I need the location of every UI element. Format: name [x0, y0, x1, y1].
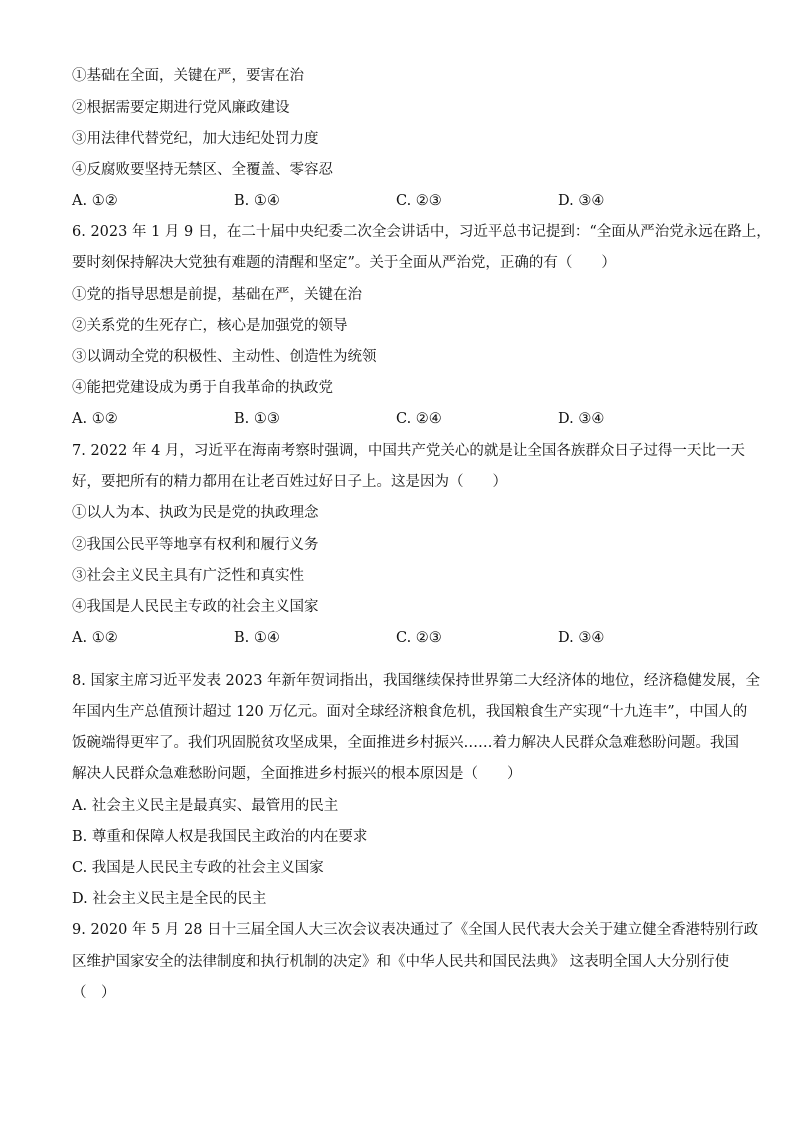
- q9-stem-line-3: （ ）: [72, 985, 116, 1001]
- q6-options: [72, 409, 712, 429]
- q5-option-c[interactable]: C. ②③: [396, 193, 442, 209]
- q9-stem-line-2: 区维护国家安全的法律制度和执行机制的决定》和《中华人民共和国民法典》 这表明全国人大分别行使: [72, 954, 730, 970]
- q5-option-d[interactable]: D. ③④: [558, 193, 605, 209]
- q6-option-c[interactable]: C. ②④: [396, 411, 442, 427]
- q6-stem-line-2: 要时刻保持解决大党独有难题的清醒和坚定”。关于全面从严治党，正确的有（ ）: [72, 255, 616, 271]
- q7-option-b[interactable]: B. ①④: [234, 630, 280, 646]
- q5-item-1: ①基础在全面，关键在严，要害在治: [72, 68, 304, 84]
- q6-item-1: ①党的指导思想是前提，基础在严，关键在治: [72, 287, 362, 303]
- q8-option-a[interactable]: A. 社会主义民主是最真实、最管用的民主: [72, 798, 339, 814]
- q8-stem-line-2: 年国内生产总值预计超过 120 万亿元。面对全球经济粮食危机，我国粮食生产实现“十九连丰”，中国人的: [72, 704, 748, 720]
- q5-option-a[interactable]: A. ①②: [72, 193, 118, 209]
- q7-option-a[interactable]: A. ①②: [72, 630, 118, 646]
- q6-option-a[interactable]: A. ①②: [72, 411, 118, 427]
- q8-option-b[interactable]: B. 尊重和保障人权是我国民主政治的内在要求: [72, 829, 368, 845]
- q7-stem-line-1: 7. 2022 年 4 月，习近平在海南考察时强调，中国共产党关心的就是让全国各族群众日子过得一天比一天: [72, 443, 745, 459]
- q7-item-3: ③社会主义民主具有广泛性和真实性: [72, 568, 304, 584]
- q6-item-2: ②关系党的生死存亡，核心是加强党的领导: [72, 318, 348, 334]
- q8-option-c[interactable]: C. 我国是人民民主专政的社会主义国家: [72, 860, 324, 876]
- q8-stem-line-3: 饭碗端得更牢了。我们巩固脱贫攻坚成果，全面推进乡村振兴……着力解决人民群众急难愁盼问题。我国: [72, 735, 739, 751]
- q7-options: [72, 628, 712, 648]
- q6-option-b[interactable]: B. ①③: [234, 411, 280, 427]
- q7-item-4: ④我国是人民民主专政的社会主义国家: [72, 599, 319, 615]
- q7-stem-line-2: 好，要把所有的精力都用在让老百姓过好日子上。这是因为（ ）: [72, 474, 507, 490]
- q6-item-4: ④能把党建设成为勇于自我革命的执政党: [72, 380, 333, 396]
- q7-option-d[interactable]: D. ③④: [558, 630, 605, 646]
- q5-item-3: ③用法律代替党纪，加大违纪处罚力度: [72, 131, 319, 147]
- q5-option-b[interactable]: B. ①④: [234, 193, 280, 209]
- q5-item-4: ④反腐败要坚持无禁区、全覆盖、零容忍: [72, 162, 333, 178]
- q8-stem-line-4: 解决人民群众急难愁盼问题，全面推进乡村振兴的根本原因是（ ）: [72, 766, 522, 782]
- q9-stem-line-1: 9. 2020 年 5 月 28 日十三届全国人大三次会议表决通过了《全国人民代表大会关于建立健全香港特别行政: [72, 922, 759, 938]
- q7-item-2: ②我国公民平等地享有权利和履行义务: [72, 537, 319, 553]
- q7-option-c[interactable]: C. ②③: [396, 630, 442, 646]
- q6-item-3: ③以调动全党的积极性、主动性、创造性为统领: [72, 349, 377, 365]
- q8-stem-line-1: 8. 国家主席习近平发表 2023 年新年贺词指出，我国继续保持世界第二大经济体的地位，经济稳健发展，全: [72, 673, 761, 689]
- q6-stem-line-1: 6. 2023 年 1 月 9 日，在二十届中央纪委二次全会讲话中，习近平总书记提到：“全面从严治党永远在路上，: [72, 224, 771, 240]
- q8-option-d[interactable]: D. 社会主义民主是全民的民主: [72, 891, 267, 907]
- q5-item-2: ②根据需要定期进行党风廉政建设: [72, 100, 290, 116]
- q5-options: [72, 191, 712, 211]
- q7-item-1: ①以人为本、执政为民是党的执政理念: [72, 505, 319, 521]
- q6-option-d[interactable]: D. ③④: [558, 411, 605, 427]
